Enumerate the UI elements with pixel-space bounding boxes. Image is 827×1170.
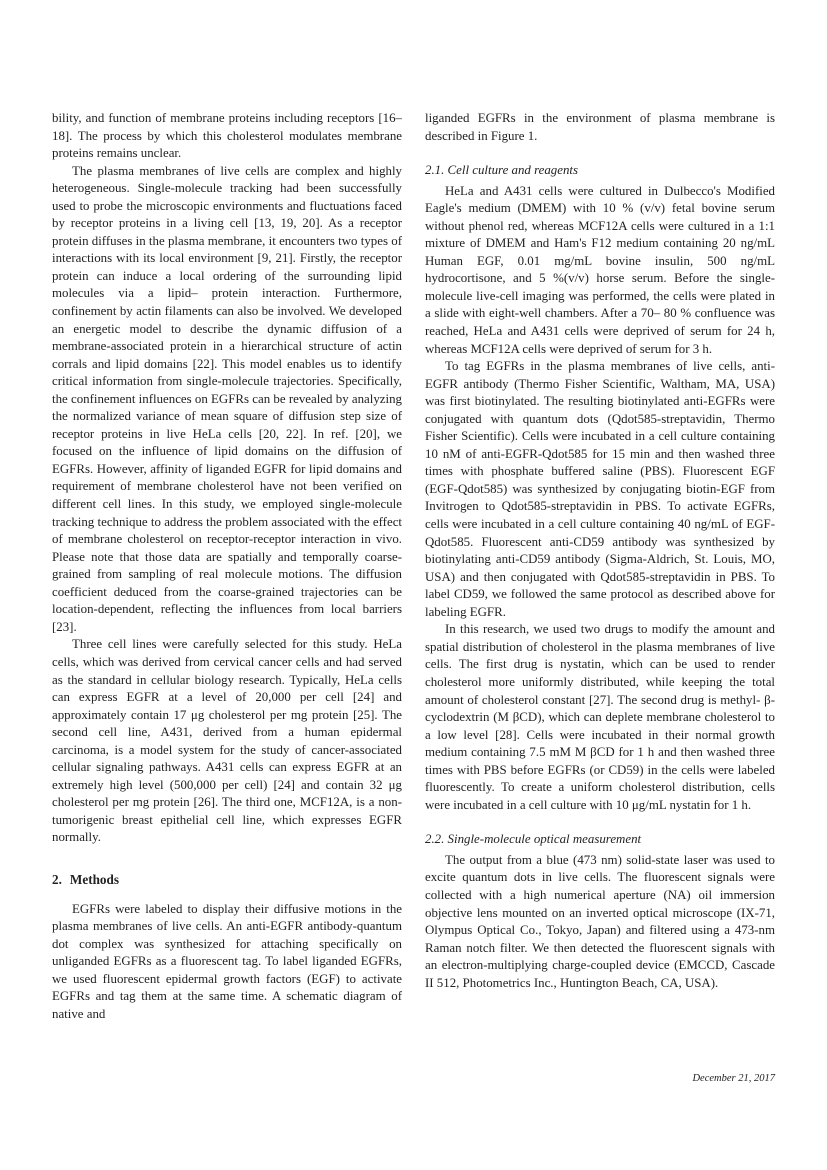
- paragraph: In this research, we used two drugs to modify the amount and spatial distribution of cholesterol in the plasma membranes of live cells. The first drug is nystatin, which can be used to render cholesterol more uniformly distributed, while keeping the total amount of cholesterol constant [27]. The second drug is methyl- β-cyclodextrin (M βCD), which can deplete membrane cholesterol to a low level [28]. Cells were incubated in their normal growth medium containing 7.5 mM M βCD for 1 h and then washed three times with PBS before EGFRs (or CD59) in the cells were labeled fluorescently. To create a uniform cholesterol distribution, cells were incubated in a cell culture with 10 μg/mL nystatin for 1 h.: [425, 622, 775, 812]
- paragraph: EGFRs were labeled to display their diffusive motions in the plasma membranes of live cells. An anti-EGFR antibody-quantum dot complex was synthesized for attaching specifically on unliganded EGFRs as a fluorescent tag. To label liganded EGFRs, we used fluorescent epidermal growth factors (EGF) to activate EGFRs and tag them at the same time. A schematic diagram of native and: [52, 901, 402, 1021]
- paragraph: HeLa and A431 cells were cultured in Dulbecco's Modified Eagle's medium (DMEM) with 10 % (v/v) fetal bovine serum without phenol red, whereas MCF12A cells were cultured in a 1:1 mixture of DMEM and Ham's F12 medium containing 20 ng/mL Human EGF, 0.01 mg/mL bovine insulin, 500 ng/mL hydrocortisone, and 5 %(v/v) horse serum. Before the single-molecule live-cell imaging was performed, the cells were plated in a slide with eight-well chambers. After a 70– 80 % confluence was reached, HeLa and A431 cells were deprived of serum for 24 h, whereas MCF12A cells were deprived of serum for 3 h.: [425, 183, 775, 356]
- paragraph: Three cell lines were carefully selected for this study. HeLa cells, which was derived from cervical cancer cells and had served as the standard in cellular biology research. Typically, HeLa cells can express EGFR at a level of 20,000 per cell [24] and approximately contain 17 μg cholesterol per mg protein [25]. The second cell line, A431, derived from a human epidermal carcinoma, is a model system for the study of cancer-associated cellular signaling pathways. A431 cells can express EGFR at an extremely high level (500,000 per cell) [24] and contain 32 μg cholesterol per mg protein [26]. The third one, MCF12A, is a non-tumorigenic breast epithelial cell line, which expresses EGFR normally.: [52, 637, 402, 845]
- left-column: [52, 110, 402, 1023]
- right-column: [425, 110, 775, 992]
- footer-date: December 21, 2017: [692, 1073, 775, 1084]
- paragraph: To tag EGFRs in the plasma membranes of live cells, anti-EGFR antibody (Thermo Fisher Scientific, Waltham, MA, USA) was first biotinylated. The resulting biotinylated anti-EGFRs were conjugated with quantum dots (Qdot585-streptavidin, Thermo Fisher Scientific). Cells were incubated in a cell culture containing 10 nM of anti-EGFR-Qdot585 for 15 min and then washed three times with phosphate buffered saline (PBS). Fluorescent EGF (EGF-Qdot585) was synthesized by conjugating biotin-EGF from Invitrogen to Qdot585-streptavidin in PBS. To activate EGFRs, cells were incubated in a cell culture containing 40 ng/mL of EGF-Qdot585. Fluorescent anti-CD59 antibody was synthesized by biotinylating anti-CD59 antibody (Sigma-Aldrich, St. Louis, MO, USA) and then conjugated with Qdot585-streptavidin in PBS. To label CD59, we followed the same protocol as described above for labeling EGFR.: [425, 359, 775, 619]
- section-heading: [52, 871, 402, 889]
- paragraph: liganded EGFRs in the environment of plasma membrane is described in Figure 1.: [425, 111, 775, 143]
- paragraph: bility, and function of membrane proteins including receptors [16–18]. The process by which this cholesterol modulates membrane proteins remains unclear.: [52, 111, 402, 161]
- section-number: 2.: [52, 871, 62, 887]
- subsection-heading: 2.2. Single-molecule optical measurement: [425, 832, 642, 847]
- subsection-heading: 2.1. Cell culture and reagents: [425, 163, 578, 178]
- paragraph: The plasma membranes of live cells are complex and highly heterogeneous. Single-molecule tracking had been successfully used to probe the microscopic environments and fluctuations faced by receptor proteins in a living cell [13, 19, 20]. As a receptor protein diffuses in the plasma membrane, it encounters two types of interactions with its local environment [9, 21]. Firstly, the receptor protein can induce a local ordering of the surrounding lipid molecules via a lipid– protein interaction. Furthermore, confinement by actin filaments can also be involved. We developed an energetic model to describe the dynamic diffusion of a membrane-associated protein in a hierarchical structure of actin corrals and lipid domains [22]. This model enables us to identify critical information from single-molecule trajectories. Specifically, the confinement influences on EGFRs can be revealed by analyzing the normalized variance of mean square of diffusion step size of receptor proteins in live HeLa cells [20, 22]. In ref. [20], we focused on the influence of lipid domains on the diffusion of EGFRs. However, affinity of liganded EGFR for lipid domains and requirement of membrane cholesterol have not been verified on different cell lines. In this study, we employed single-molecule tracking technique to address the problem associated with the effect of membrane cholesterol on receptor-receptor interaction in vivo. Please note that those data are spatially and temporally coarse-grained from sampling of real molecule motions. The diffusion coefficient deduced from the coarse-grained trajectories can be location-dependent, reflecting the influences from local barriers [23].: [52, 163, 402, 634]
- section-title: Methods: [69, 871, 119, 887]
- paragraph: The output from a blue (473 nm) solid-state laser was used to excite quantum dots in live cells. The fluorescent signals were collected with a high numerical aperture (NA) oil immersion objective lens mounted on an inverted optical microscope (IX-71, Olympus Optical Co., Tokyo, Japan) and filtered using a 473-nm Raman notch filter. We then detected the fluorescent signals with an electron-multiplying charge-coupled device (EMCCD, Cascade II 512, Photometrics Inc., Huntington Beach, CA, USA).: [425, 852, 775, 990]
